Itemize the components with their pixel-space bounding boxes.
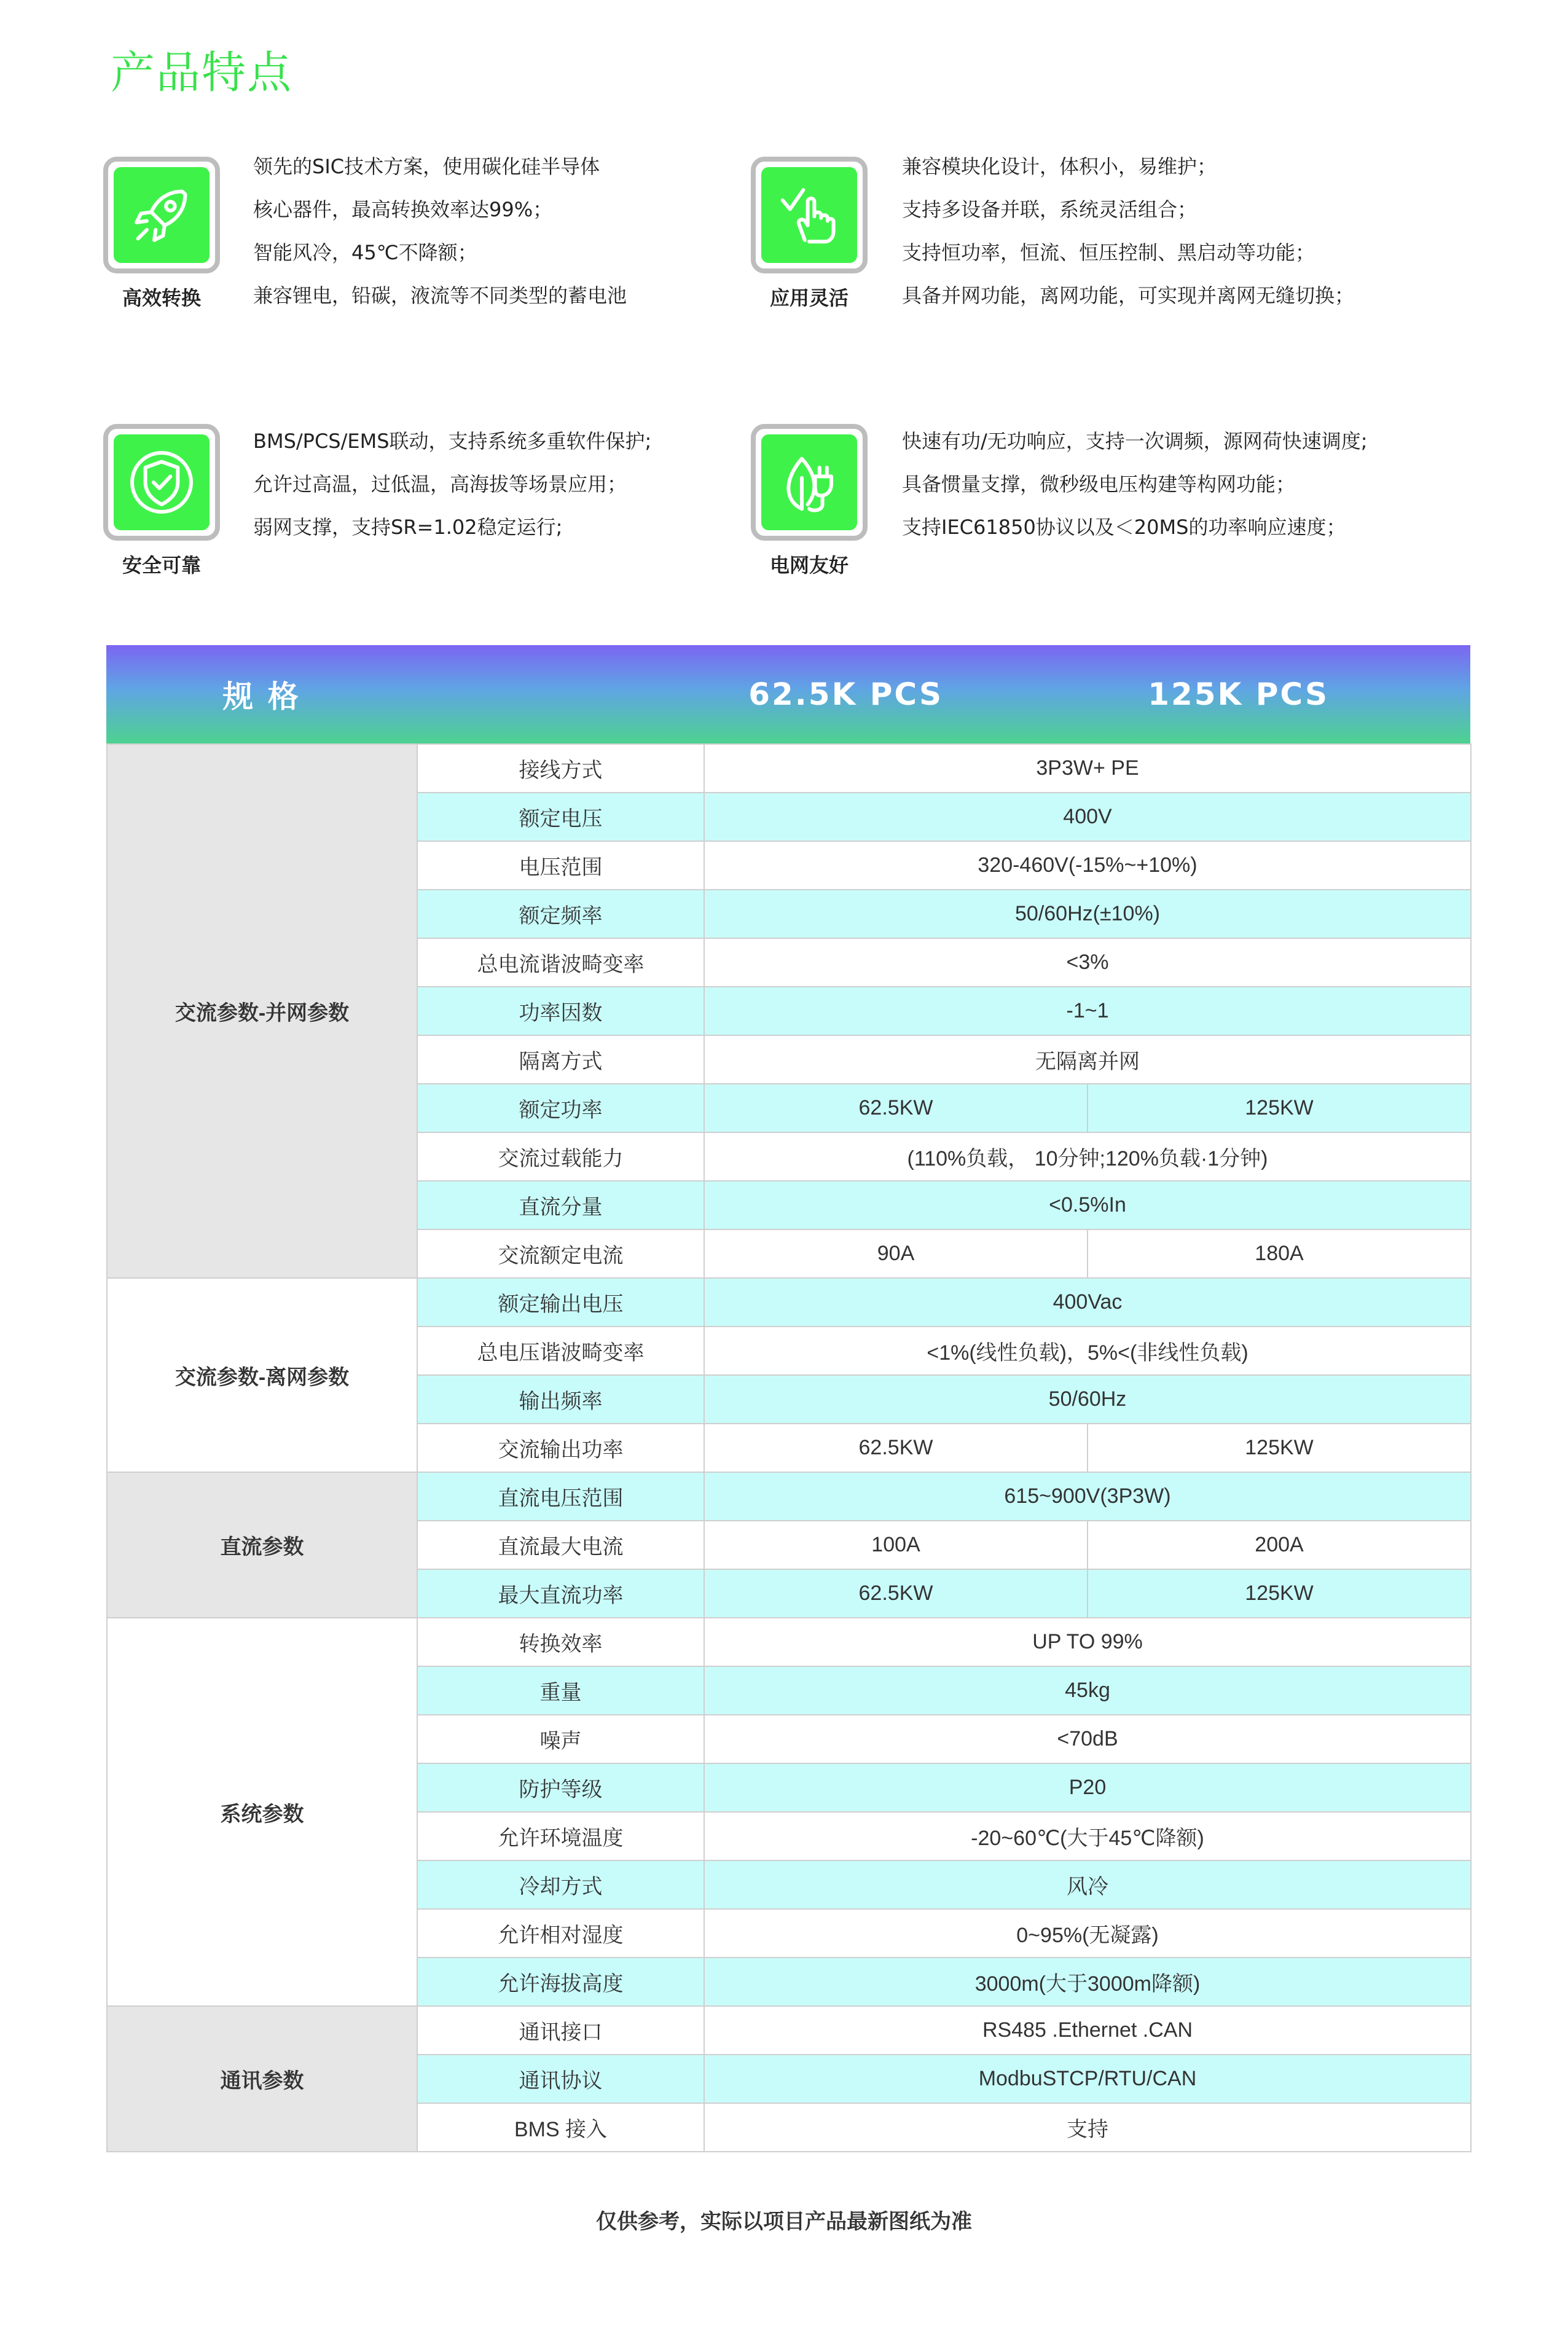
param-value: UP TO 99%: [704, 1618, 1471, 1666]
param-value: <1%(线性负载)，5%<(非线性负载): [704, 1327, 1471, 1375]
param-value: ModbuSTCP/RTU/CAN: [704, 2055, 1471, 2103]
param-name: BMS 接入: [417, 2103, 704, 2152]
param-value: 320-460V(-15%~+10%): [704, 841, 1471, 890]
page-title: 产品特点: [111, 47, 293, 98]
param-name: 电压范围: [417, 841, 704, 890]
param-value-125k: 180A: [1088, 1229, 1471, 1278]
param-value-62-5k: 100A: [704, 1521, 1088, 1569]
param-value-62-5k: 62.5KW: [704, 1569, 1088, 1618]
param-value-125k: 125KW: [1088, 1424, 1471, 1472]
feature-label: 高效转换: [122, 286, 201, 310]
param-value: <0.5%In: [704, 1181, 1471, 1229]
param-value: P20: [704, 1763, 1471, 1812]
param-value: <70dB: [704, 1715, 1471, 1763]
group-label: 交流参数-离网参数: [107, 1278, 417, 1472]
param-value: 45kg: [704, 1666, 1471, 1715]
param-value: RS485 .Ethernet .CAN: [704, 2006, 1471, 2055]
param-name: 允许相对湿度: [417, 1909, 704, 1958]
feature-description: BMS/PCS/EMS联动，支持系统多重软件保护; 允许过高温，过低温，高海拔等场景应用； 弱网支撑，支持SR=1.02稳定运行;: [253, 429, 652, 539]
param-name: 额定功率: [417, 1084, 704, 1132]
group-label: 通讯参数: [107, 2006, 417, 2152]
table-row: [107, 744, 1471, 793]
param-name: 交流过载能力: [417, 1132, 704, 1181]
param-name: 接线方式: [417, 744, 704, 793]
param-value: (110%负载， 10分钟;120%负载·1分钟): [704, 1132, 1471, 1181]
param-value: <3%: [704, 938, 1471, 987]
param-name: 允许环境温度: [417, 1812, 704, 1860]
param-name: 交流输出功率: [417, 1424, 704, 1472]
param-name: 直流分量: [417, 1181, 704, 1229]
param-name: 隔离方式: [417, 1035, 704, 1084]
param-name: 通讯接口: [417, 2006, 704, 2055]
param-value-62-5k: 90A: [704, 1229, 1088, 1278]
param-value: 400Vac: [704, 1278, 1471, 1327]
param-name: 防护等级: [417, 1763, 704, 1812]
spec-table: [106, 645, 1470, 2152]
shield-check-icon: [103, 424, 220, 541]
param-value-125k: 125KW: [1088, 1569, 1471, 1618]
table-row: [107, 1472, 1471, 1521]
hand-tap-icon: [751, 157, 868, 273]
table-row: [107, 1618, 1471, 1666]
param-value: -1~1: [704, 987, 1471, 1035]
spec-table-header: [106, 645, 1470, 743]
header-spec: 规 格: [222, 679, 300, 715]
param-name: 通讯协议: [417, 2055, 704, 2103]
param-value-62-5k: 62.5KW: [704, 1424, 1088, 1472]
group-label: 交流参数-并网参数: [107, 744, 417, 1278]
param-name: 直流电压范围: [417, 1472, 704, 1521]
feature-label: 安全可靠: [122, 554, 201, 577]
param-name: 最大直流功率: [417, 1569, 704, 1618]
param-name: 额定输出电压: [417, 1278, 704, 1327]
param-value-125k: 200A: [1088, 1521, 1471, 1569]
param-name: 噪声: [417, 1715, 704, 1763]
feature-description: 兼容模块化设计，体积小，易维护； 支持多设备并联，系统灵活组合； 支持恒功率，恒流、恒压控制、黑启动等功能； 具备并网功能，离网功能，可实现并离网无缝切换；: [902, 155, 1355, 307]
group-label: 系统参数: [107, 1618, 417, 2006]
param-name: 额定频率: [417, 890, 704, 938]
header-62-5k: 62.5K PCS: [748, 676, 943, 712]
group-label: 直流参数: [107, 1472, 417, 1618]
disclaimer-note: 仅供参考，实际以项目产品最新图纸为准: [596, 2209, 972, 2234]
spec-grid: [106, 743, 1472, 2152]
param-value: 50/60Hz: [704, 1375, 1471, 1424]
param-name: 直流最大电流: [417, 1521, 704, 1569]
feature-label: 电网友好: [769, 554, 849, 577]
rocket-icon: [103, 157, 220, 273]
param-value: 风冷: [704, 1860, 1471, 1909]
param-value-125k: 125KW: [1088, 1084, 1471, 1132]
feature-label: 应用灵活: [769, 286, 849, 310]
param-name: 总电压谐波畸变率: [417, 1327, 704, 1375]
param-value-62-5k: 62.5KW: [704, 1084, 1088, 1132]
param-value: 50/60Hz(±10%): [704, 890, 1471, 938]
table-row: [107, 2006, 1471, 2055]
param-value: 无隔离并网: [704, 1035, 1471, 1084]
param-value: 3P3W+ PE: [704, 744, 1471, 793]
feature-description: 快速有功/无功响应，支持一次调频，源网荷快速调度; 具备惯量支撑，微秒级电压构建等构网功能； 支持IEC61850协议以及＜20MS的功率响应速度；: [902, 429, 1368, 539]
param-value: 支持: [704, 2103, 1471, 2152]
param-name: 允许海拔高度: [417, 1958, 704, 2006]
param-name: 功率因数: [417, 987, 704, 1035]
leaf-plug-icon: [751, 424, 868, 541]
param-name: 总电流谐波畸变率: [417, 938, 704, 987]
param-value: 615~900V(3P3W): [704, 1472, 1471, 1521]
param-name: 额定电压: [417, 793, 704, 841]
param-value: 0~95%(无凝露): [704, 1909, 1471, 1958]
param-name: 转换效率: [417, 1618, 704, 1666]
param-name: 输出频率: [417, 1375, 704, 1424]
param-value: 400V: [704, 793, 1471, 841]
param-value: -20~60℃(大于45℃降额): [704, 1812, 1471, 1860]
param-name: 重量: [417, 1666, 704, 1715]
header-125k: 125K PCS: [1148, 676, 1329, 712]
param-name: 交流额定电流: [417, 1229, 704, 1278]
table-row: [107, 1278, 1471, 1327]
param-value: 3000m(大于3000m降额): [704, 1958, 1471, 2006]
feature-description: 领先的SIC技术方案，使用碳化硅半导体 核心器件，最高转换效率达99%； 智能风冷，45℃不降额； 兼容锂电，铅碳，液流等不同类型的蓄电池: [253, 155, 627, 307]
param-name: 冷却方式: [417, 1860, 704, 1909]
